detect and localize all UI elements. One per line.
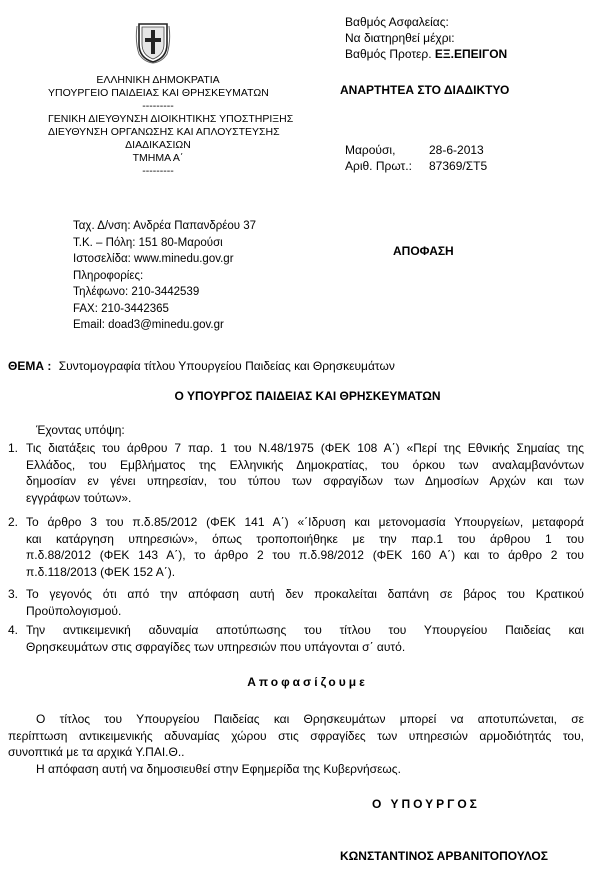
publication-line: Η απόφαση αυτή να δημοσιευθεί στην Εφημερίδα της Κυβερνήσεως. [36,762,401,776]
item-2-line-1: Το άρθρο 3 του π.δ.85/2012 (ΦΕΚ 141 Α΄) «΄Ιδρυση και μετονομασία Υπουργείων, μεταφορά [26,515,584,529]
decision-title: ΑΠΟΦΑΣΗ [393,244,454,258]
keep-until-label: Να διατηρηθεί μέχρι: [345,31,455,45]
separator-2: --------- [142,165,174,177]
item-3-number: 3. [8,587,19,601]
decision-line-2: περίπτωση αντικειμενικής αδυναμίας χώρου στις σφραγίδες των υπηρεσιών αρμοδιότητάς του, [8,728,584,743]
decision-line-1: Ο τίτλος του Υπουργείου Παιδείας και Θρησκευμάτων μπορεί να αποτυπώνεται, σε [36,712,584,726]
website: Ιστοσελίδα: www.minedu.gov.gr [73,253,234,265]
document-date: 28-6-2013 [429,143,484,157]
signatory-title: Ο ΥΠΟΥΡΓΟΣ [372,797,480,811]
decision-paragraph [8,711,584,761]
item-1-number: 1. [8,441,19,455]
security-level-label: Βαθμός Ασφαλείας: [345,15,449,29]
item-4-text [26,622,584,655]
item-2-text [26,514,584,580]
republic-name: ΕΛΛΗΝΙΚΗ ΔΗΜΟΚΡΑΤΙΑ [96,74,220,86]
item-1-text [26,440,584,506]
date-protocol-block [345,142,487,174]
subject-line [8,359,395,373]
postal-address: Ταχ. Δ/νση: Ανδρέα Παπανδρέου 37 [73,220,257,232]
contact-block [73,218,256,334]
item-2-line-4: π.δ.118/2013 (ΦΕΚ 152 Α΄). [26,564,176,579]
item-3-line-1: Το γεγονός ότι από την απόφαση αυτή δεν προκαλείται δαπάνη σε βάρος του Κρατικού [26,587,584,601]
item-4-line-2: Θρησκευμάτων στις σφραγίδες των υπηρεσιών που υπάγονται σ΄ αυτό. [26,639,406,654]
item-1-line-1: Τις διατάξεις του άρθρου 7 παρ. 1 του Ν.48/1975 (ΦΕΚ 108 Α΄) «Περί της Εθνικής Σημαίας της [26,441,584,455]
priority-value: ΕΞ.ΕΠΕΙΓΟΝ [434,47,508,61]
directorate: ΔΙΕΥΘΥΝΣΗ ΟΡΓΑΝΩΣΗΣ ΚΑΙ ΑΠΛΟΥΣΤΕΥΣΗΣ [48,126,280,138]
item-2-number: 2. [8,515,19,529]
place-label: Μαρούσι, [345,143,396,157]
protocol-number: 87369/ΣΤ5 [429,159,488,173]
subject-text: Συντομογραφία τίτλου Υπουργείου Παιδείας και Θρησκευμάτων [58,359,395,373]
decides-heading: Αποφασίζουμε [247,675,368,689]
publish-online-note: ΑΝΑΡΤΗΤΕΑ ΣΤΟ ΔΙΑΔΙΚΤΥΟ [340,83,510,97]
information-label: Πληροφορίες: [73,269,144,282]
ministry-name: ΥΠΟΥΡΓΕΙΟ ΠΑΙΔΕΙΑΣ ΚΑΙ ΘΡΗΣΚΕΥΜΑΤΩΝ [48,87,269,99]
phone: Τηλέφωνο: 210-3442539 [73,286,200,298]
considering-label: Έχοντας υπόψη: [36,423,125,437]
directorate-cont: ΔΙΑΔΙΚΑΣΙΩΝ [125,139,191,151]
separator-1: --------- [142,100,174,112]
email: Email: doad3@minedu.gov.gr [73,319,224,331]
item-2-line-3: π.δ.88/2012 (ΦΕΚ 143 Α΄), το άρθρο 2 του π.δ.98/2012 (ΦΕΚ 160 Α΄) και το άρθρο 2 του [26,548,584,562]
header-right-block [345,14,507,62]
decision-line-3: συνοπτικά με τα αρχικά Υ.ΠΑΙ.Θ.. [8,745,185,759]
protocol-label: Αριθ. Πρωτ.: [345,159,412,173]
item-3-text [26,586,584,619]
priority-label: Βαθμός Προτερ. [345,47,432,61]
general-directorate: ΓΕΝΙΚΗ ΔΙΕΥΘΥΝΣΗ ΔΙΟΙΚΗΤΙΚΗΣ ΥΠΟΣΤΗΡΙΞΗΣ [48,113,294,125]
subject-label: ΘΕΜΑ : [8,359,52,373]
signatory-name: ΚΩΝΣΤΑΝΤΙΝΟΣ ΑΡΒΑΝΙΤΟΠΟΥΛΟΣ [340,849,548,863]
header-left-block [48,74,294,178]
fax: FAX: 210-3442365 [73,302,169,315]
item-1-line-2: Ελλάδος, του Εμβλήματος της Ελληνικής Δημοκρατίας, του όρκου των αναλαμβανόντων [26,457,584,472]
item-2-line-2: και κατάργηση υπηρεσιών», όπως τροποποιήθηκε με την παρ.1 του άρθρου 1 του [26,531,584,546]
item-4-line-1: Την αντικειμενική αδυναμία αποτύπωσης του τίτλου του Υπουργείου Παιδείας και [26,623,584,637]
priority-line [345,46,507,62]
minister-heading: Ο ΥΠΟΥΡΓΟΣ ΠΑΙΔΕΙΑΣ ΚΑΙ ΘΡΗΣΚΕΥΜΑΤΩΝ [174,389,441,403]
postal-code-city: Τ.Κ. – Πόλη: 151 80-Μαρούσι [73,236,223,249]
item-1-line-4: εγγράφων τούτων». [26,490,132,505]
item-4-number: 4. [8,623,19,637]
greek-coat-of-arms-emblem [135,20,171,64]
department: ΤΜΗΜΑ Α΄ [132,152,184,164]
item-3-line-2: Προϋπολογισμού. [26,603,122,618]
item-1-line-3: δημοσίαν εν γένει υπηρεσίαν, του τύπου των σφραγίδων των Δημοσίων Αρχών και των [26,474,584,488]
